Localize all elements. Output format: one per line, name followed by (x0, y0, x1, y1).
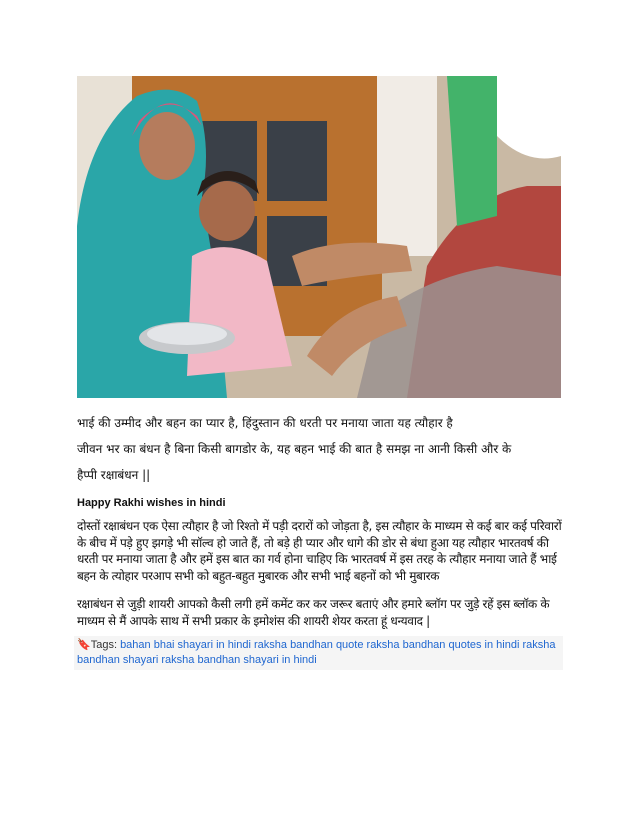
tag-links[interactable]: bahan bhai shayari in hindi raksha bandhan quote raksha bandhan quotes in hindi raksha bandhan shayari raksha bandhan shayari in hindi (77, 639, 556, 666)
poem-line-2: जीवन भर का बंधन है बिना किसी बागडोर के, यह बहन भाई की बात है समझ ना आनी किसी और के (77, 442, 512, 456)
poem-line-1: भाई की उम्मीद और बहन का प्यार है, हिंदुस्तान की धरती पर मनाया जाता यह त्यौहार है (77, 416, 453, 430)
poem-line-3: हैप्पी रक्षाबंधन || (77, 468, 151, 482)
tags-label: Tags: (90, 639, 117, 651)
tags-section (74, 636, 563, 670)
rakhi-photo-illustration (77, 76, 561, 398)
bookmark-icon: 🔖 (77, 639, 91, 651)
paragraph-2: रक्षाबंधन से जुड़ी शायरी आपको कैसी लगी हमें कमेंट कर कर जरूर बताएं और हमारे ब्लॉग पर जुड़े रहें इस ब्लॉक के माध्यम से मैं आपके साथ में सभी प्रकार के इमोशंस की शायरी शेयर करता हूं धन्यवाद | (77, 597, 550, 628)
section-heading: Happy Rakhi wishes in hindi (77, 497, 226, 509)
rakhi-photo (77, 76, 561, 398)
paragraph-1: दोस्तों रक्षाबंधन एक ऐसा त्यौहार है जो रिश्तो में पड़ी दरारों को जोड़ता है, इस त्यौहार के माध्यम से कई बार कई परिवारों के बीच में पड़े हुए झगड़े भी सॉल्व हो जाते हैं, तो बड़े ही प्यार और धागे की डोर से बंधा हुआ यह त्यौहार भारतवर्ष की धरती पर मनाया जाता है और हमें इस बात का गर्व होना चाहिए कि भारतवर्ष में इस तरह के त्यौहार मनाया जाते हैं भाई बहन के त्योहार परआप सभी को बहुत-बहुत मुबारक और सभी भाई बहनों को भी मुबारक (77, 519, 562, 583)
